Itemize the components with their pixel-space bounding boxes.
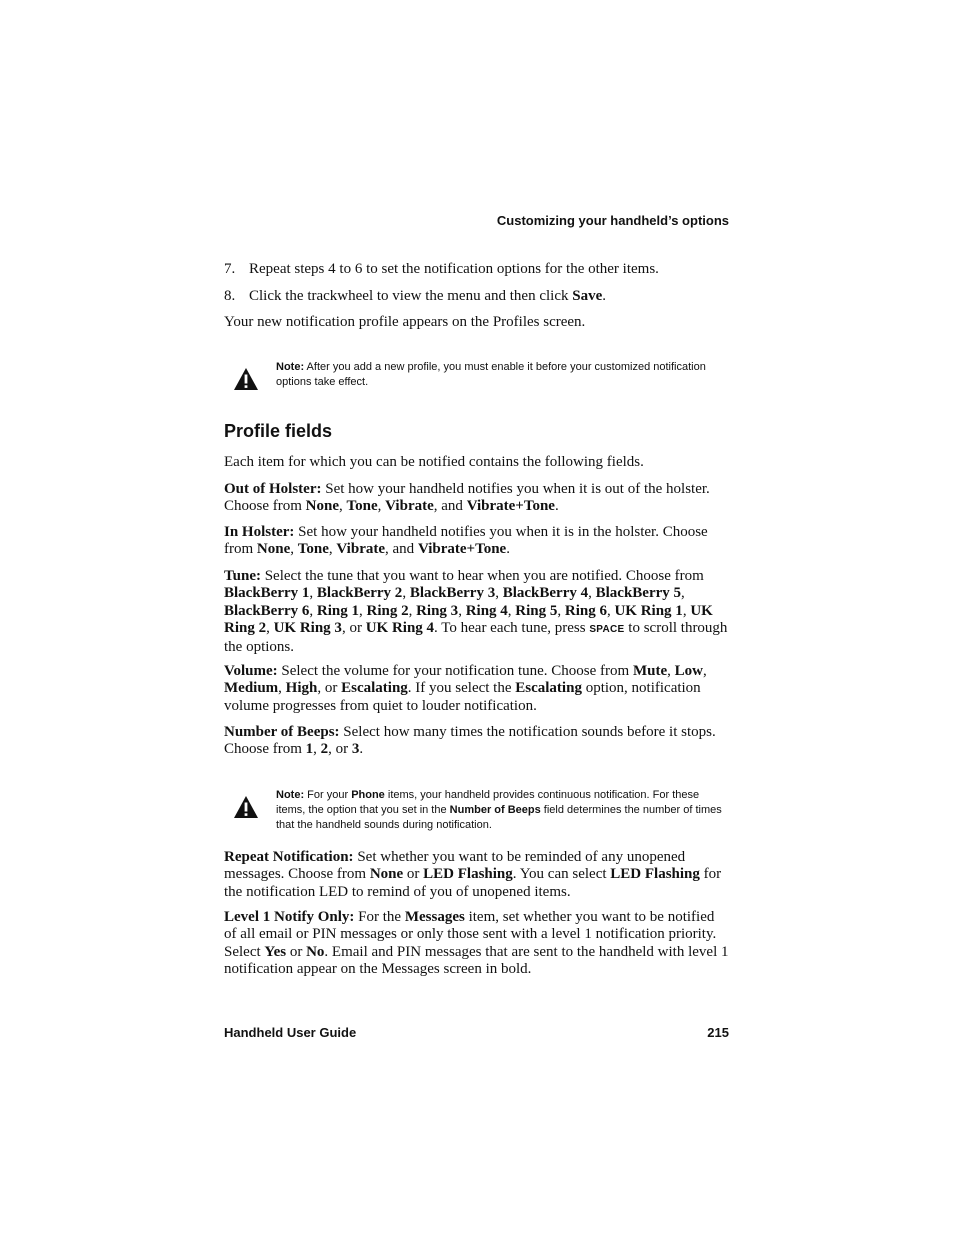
step-7 — [224, 261, 659, 278]
field-in-holster: In Holster: Set how your handheld notifies you when it is in the holster. Choose from None, Tone, Vibrate, and Vibrate+Tone. — [224, 524, 708, 558]
step-text: Repeat steps 4 to 6 to set the notification options for the other items. — [249, 261, 659, 277]
step-number: 7. — [224, 261, 236, 277]
intro-paragraph: Your new notification profile appears on the Profiles screen. — [224, 314, 586, 330]
save-menu-item: Save — [572, 288, 603, 304]
field-tune: Tune: Select the tune that you want to hear when you are notified. Choose from BlackBerry 1, BlackBerry 2, BlackBerry 3, BlackBerry 4, BlackBerry 5, BlackBerry 6, Ring 1, Ring 2, Ring 3, Ring 4, Ring 5, Ring 6, UK Ring 1, UK Ring 2, UK Ring 3, or UK Ring 4. To hear each tune, press SPACE to scroll through the options. — [224, 568, 728, 655]
field-level-1-notify-only: Level 1 Notify Only: For the Messages item, set whether you want to be notified of all email or PIN messages or only those sent with a level 1 notification priority. Select Yes or No. Email and PIN messages that are sent to the handheld with level 1 notification appear on the Messages screen in bold. — [224, 909, 729, 978]
warning-triangle-icon — [233, 367, 259, 391]
note-text: Note: After you add a new profile, you must enable it before your customized notification options take effect. — [276, 361, 706, 388]
running-header: Customizing your handheld’s options — [496, 213, 729, 228]
field-number-of-beeps: Number of Beeps: Select how many times the notification sounds before it stops. Choose from 1, 2, or 3. — [224, 724, 716, 758]
section-intro: Each item for which you can be notified contains the following fields. — [224, 454, 644, 470]
warning-triangle-icon — [233, 795, 259, 819]
step-8: 8. Click the trackwheel to view the menu and then click Save. — [224, 288, 606, 304]
field-repeat-notification: Repeat Notification: Set whether you want to be reminded of any unopened messages. Choose from None or LED Flashing. You can select LED Flashing for the notification LED to remind of you of unopened items. — [224, 849, 722, 900]
space-key: SPACE — [589, 624, 625, 636]
field-volume: Volume: Select the volume for your notification tune. Choose from Mute, Low, Medium, High, or Escalating. If you select the Escalating option, notification volume progresses from quiet to louder notification. — [224, 663, 707, 714]
field-out-of-holster: Out of Holster: Set how your handheld notifies you when it is out of the holster. Choose from None, Tone, Vibrate, and Vibrate+Tone. — [224, 481, 710, 515]
footer-guide-title: Handheld User Guide — [224, 1025, 357, 1040]
section-heading: Profile fields — [224, 421, 333, 441]
note-text: Note: For your Phone items, your handheld provides continuous notification. For these items, the option that you set in the Number of Beeps field determines the number of times that the handheld sounds during notification. — [276, 789, 722, 831]
page-number: 215 — [707, 1025, 729, 1040]
step-number: 8. — [224, 288, 236, 304]
